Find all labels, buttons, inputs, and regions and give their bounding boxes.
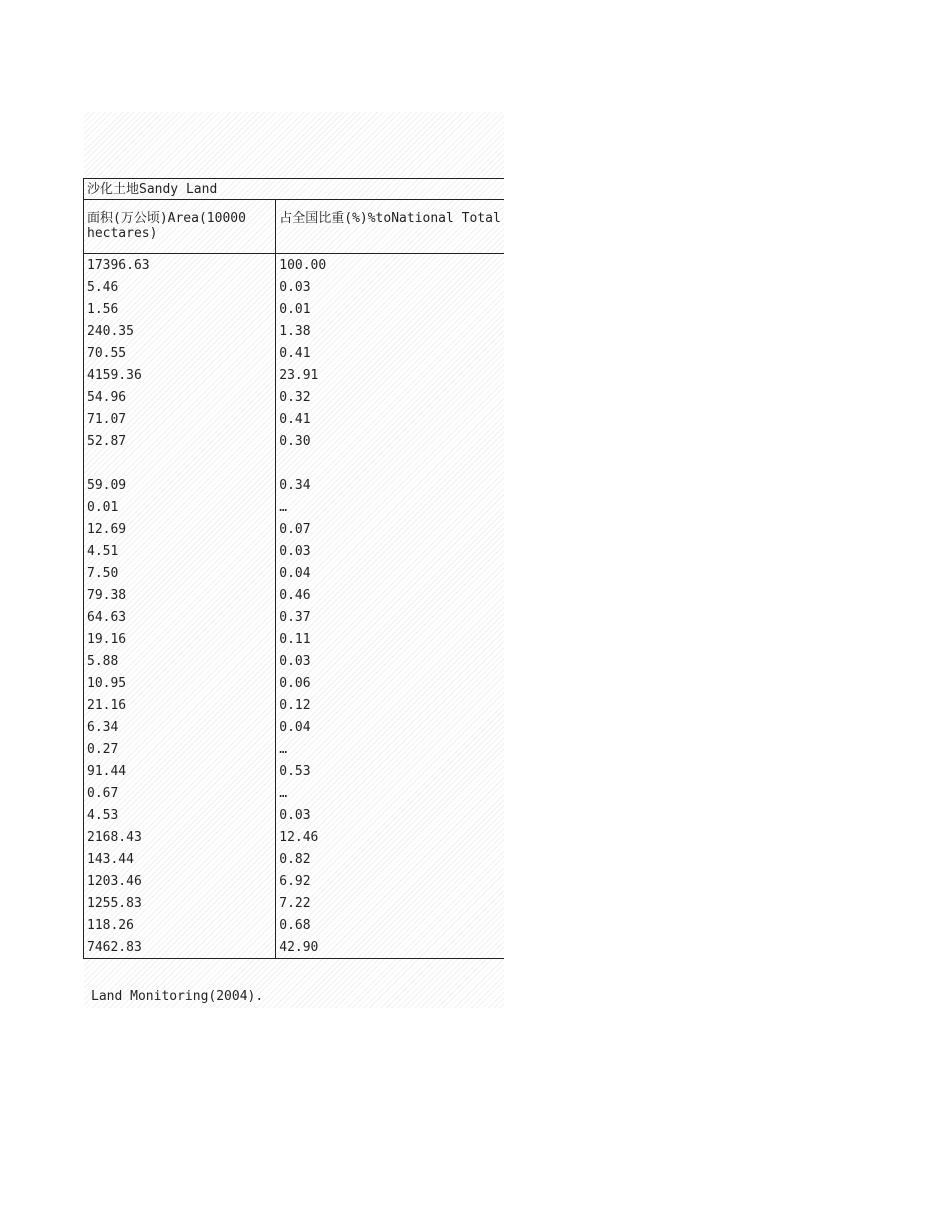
percent-cell: 0.03 <box>279 653 311 669</box>
area-cell: 7.50 <box>84 562 276 584</box>
percent-cell: 0.03 <box>279 279 311 295</box>
area-cell: 6.34 <box>84 716 276 738</box>
percent-cell: 0.03 <box>279 543 311 559</box>
area-cell <box>84 452 276 474</box>
area-cell: 0.01 <box>84 496 276 518</box>
percent-cell: 12.46 <box>279 829 319 845</box>
table-row <box>84 716 505 738</box>
table-row <box>84 738 505 760</box>
percent-cell: 23.91 <box>279 367 319 383</box>
table-row <box>84 584 505 606</box>
table-row <box>84 892 505 914</box>
percent-cell: … <box>279 741 288 757</box>
table-row <box>84 914 505 936</box>
percent-cell: 0.41 <box>279 411 311 427</box>
table-row <box>84 320 505 342</box>
table-row <box>84 276 505 298</box>
percent-cell: 42.90 <box>276 936 504 959</box>
table-row <box>84 936 505 959</box>
area-cell: 0.27 <box>84 738 276 760</box>
area-cell: 17396.63 <box>84 254 276 277</box>
percent-cell: 1.38 <box>279 323 311 339</box>
sandy-land-table <box>83 178 504 959</box>
percent-cell: 100.00 <box>279 257 327 273</box>
area-cell: 143.44 <box>84 848 276 870</box>
area-cell: 70.55 <box>84 342 276 364</box>
area-cell: 1203.46 <box>84 870 276 892</box>
table-row <box>84 408 505 430</box>
area-cell: 240.35 <box>84 320 276 342</box>
table-row <box>84 760 505 782</box>
percent-cell: 0.53 <box>279 763 311 779</box>
table-row <box>84 518 505 540</box>
table-row <box>84 364 505 386</box>
area-cell: 1.56 <box>84 298 276 320</box>
table-body <box>84 254 505 959</box>
area-cell: 59.09 <box>84 474 276 496</box>
area-cell: 5.88 <box>84 650 276 672</box>
column-header-area: 面积(万公顷)Area(10000 hectares) <box>84 200 276 254</box>
column-header-row <box>84 200 505 254</box>
area-cell: 4.53 <box>84 804 276 826</box>
percent-cell: 0.04 <box>279 719 311 735</box>
group-header-row <box>84 179 505 200</box>
percent-cell: 0.30 <box>279 433 311 449</box>
column-header-percent: 占全国比重(%)%toNational Total <box>276 200 504 254</box>
percent-cell: 0.68 <box>279 917 311 933</box>
area-cell: 21.16 <box>84 694 276 716</box>
table-row <box>84 430 505 452</box>
percent-cell: 0.04 <box>279 565 311 581</box>
percent-cell: … <box>279 499 288 515</box>
area-cell: 71.07 <box>84 408 276 430</box>
percent-cell: 0.46 <box>279 587 311 603</box>
area-cell: 10.95 <box>84 672 276 694</box>
table-row <box>84 474 505 496</box>
table-row <box>84 804 505 826</box>
table-row <box>84 606 505 628</box>
area-cell: 118.26 <box>84 914 276 936</box>
area-cell: 5.46 <box>84 276 276 298</box>
percent-cell: 0.32 <box>279 389 311 405</box>
percent-cell: 6.92 <box>279 873 311 889</box>
percent-cell: 0.06 <box>279 675 311 691</box>
area-cell: 79.38 <box>84 584 276 606</box>
table-row <box>84 452 505 474</box>
area-cell: 19.16 <box>84 628 276 650</box>
percent-cell: 0.03 <box>279 807 311 823</box>
table-row <box>84 848 505 870</box>
area-cell: 1255.83 <box>84 892 276 914</box>
table-row <box>84 782 505 804</box>
percent-cell: 0.12 <box>279 697 311 713</box>
percent-cell: 0.11 <box>279 631 311 647</box>
area-cell: 52.87 <box>84 430 276 452</box>
table-row <box>84 254 505 277</box>
table-row <box>84 342 505 364</box>
table-row <box>84 628 505 650</box>
percent-cell <box>276 452 504 474</box>
area-cell: 4.51 <box>84 540 276 562</box>
percent-cell: 0.37 <box>279 609 311 625</box>
group-header-sandy-land: 沙化土地Sandy Land <box>84 179 505 200</box>
percent-cell: … <box>279 785 288 801</box>
table-row <box>84 496 505 518</box>
percent-cell: 0.07 <box>279 521 311 537</box>
table-row <box>84 298 505 320</box>
table-row <box>84 826 505 848</box>
source-note: Land Monitoring(2004). <box>91 989 264 1004</box>
percent-cell: 7.22 <box>279 895 311 911</box>
area-cell: 91.44 <box>84 760 276 782</box>
table-row <box>84 562 505 584</box>
table-row <box>84 650 505 672</box>
table-row <box>84 386 505 408</box>
percent-cell: 0.41 <box>279 345 311 361</box>
area-cell: 64.63 <box>84 606 276 628</box>
area-cell: 0.67 <box>84 782 276 804</box>
percent-cell: 0.01 <box>279 301 311 317</box>
table-row <box>84 672 505 694</box>
table-row <box>84 694 505 716</box>
area-cell: 54.96 <box>84 386 276 408</box>
table-row <box>84 540 505 562</box>
percent-cell: 0.82 <box>279 851 311 867</box>
area-cell: 2168.43 <box>84 826 276 848</box>
percent-cell: 0.34 <box>279 477 311 493</box>
area-cell: 7462.83 <box>84 936 276 959</box>
area-cell: 12.69 <box>84 518 276 540</box>
table-row <box>84 870 505 892</box>
area-cell: 4159.36 <box>84 364 276 386</box>
